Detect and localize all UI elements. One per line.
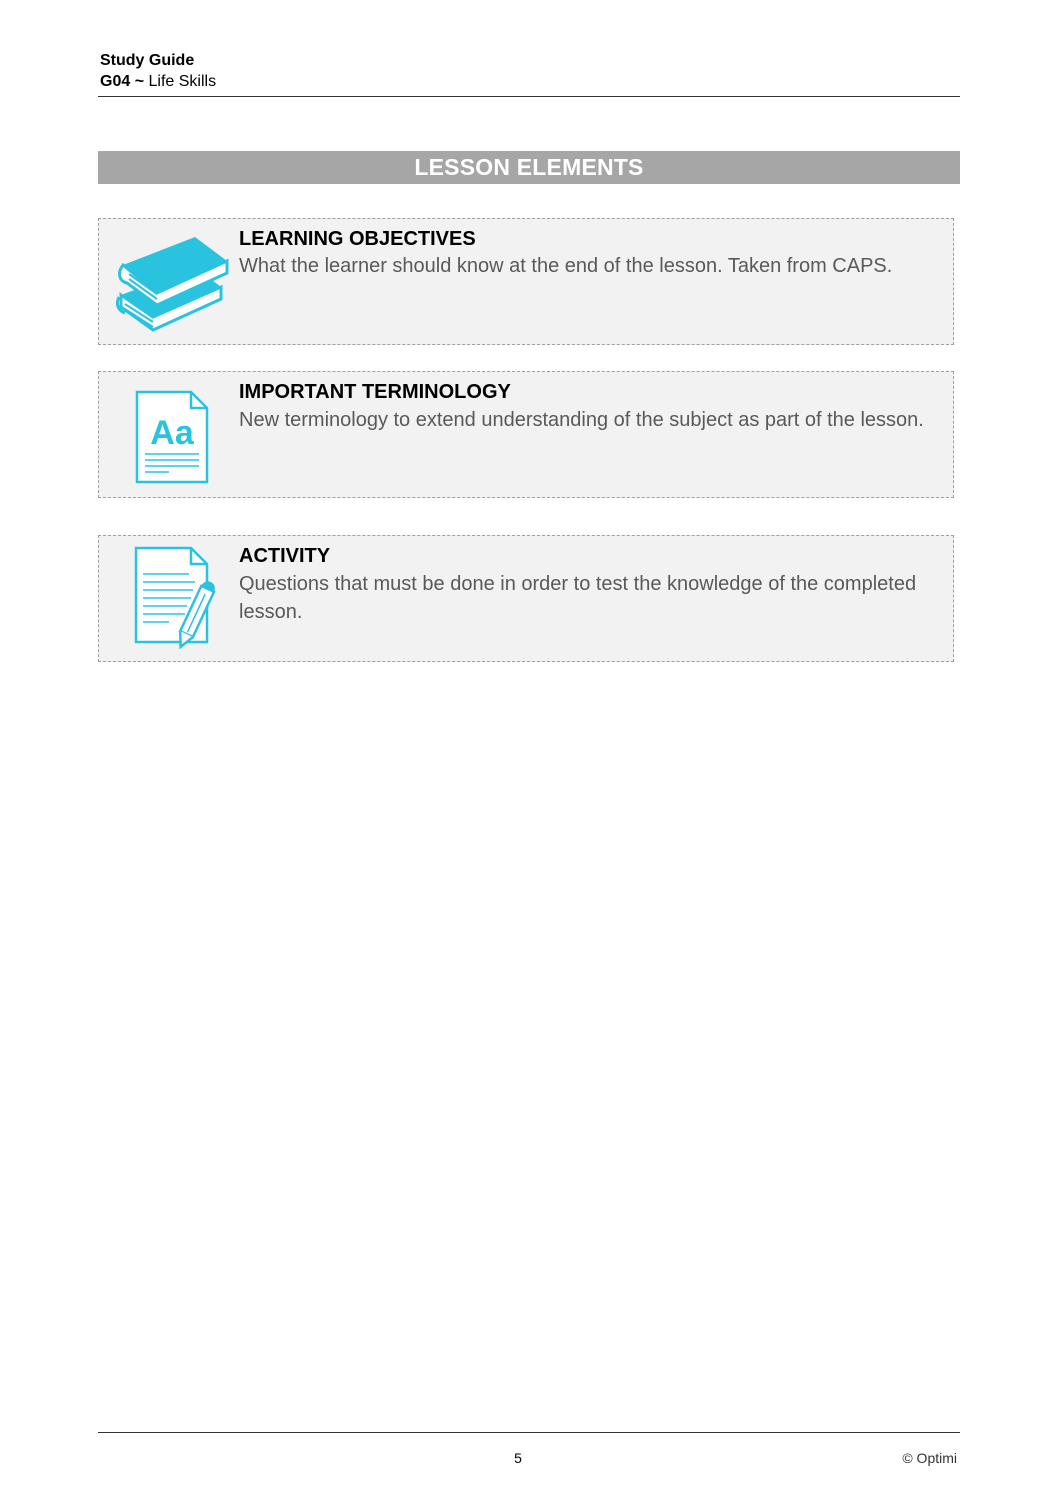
- element-description: Questions that must be done in order to test the knowledge of the completed lesson.: [239, 573, 917, 623]
- header-code: G04 ~: [100, 73, 145, 90]
- element-heading: IMPORTANT TERMINOLOGY: [239, 381, 511, 403]
- section-banner: LESSON ELEMENTS: [98, 151, 960, 184]
- element-card-important-terminology: [98, 371, 954, 498]
- header-subtitle: [100, 71, 960, 93]
- element-description: What the learner should know at the end of the lesson. Taken from CAPS.: [239, 255, 893, 277]
- document-pencil-icon: [133, 546, 217, 657]
- page-header: [100, 51, 960, 93]
- element-card-activity: [98, 535, 954, 662]
- terminology-document-icon: [135, 390, 209, 489]
- copyright-notice: © Optimi: [902, 1450, 957, 1466]
- footer-divider: [98, 1432, 960, 1433]
- header-subject: Life Skills: [148, 73, 217, 90]
- terminology-icon-label: Aa: [150, 414, 194, 452]
- element-description: New terminology to extend understanding of the subject as part of the lesson.: [239, 409, 924, 431]
- element-heading: ACTIVITY: [239, 545, 331, 567]
- page-number: 5: [514, 1450, 522, 1466]
- books-icon: [113, 227, 231, 340]
- header-divider: [98, 96, 960, 97]
- header-title: Study Guide: [100, 52, 195, 69]
- element-card-learning-objectives: [98, 218, 954, 345]
- element-heading: LEARNING OBJECTIVES: [239, 228, 476, 250]
